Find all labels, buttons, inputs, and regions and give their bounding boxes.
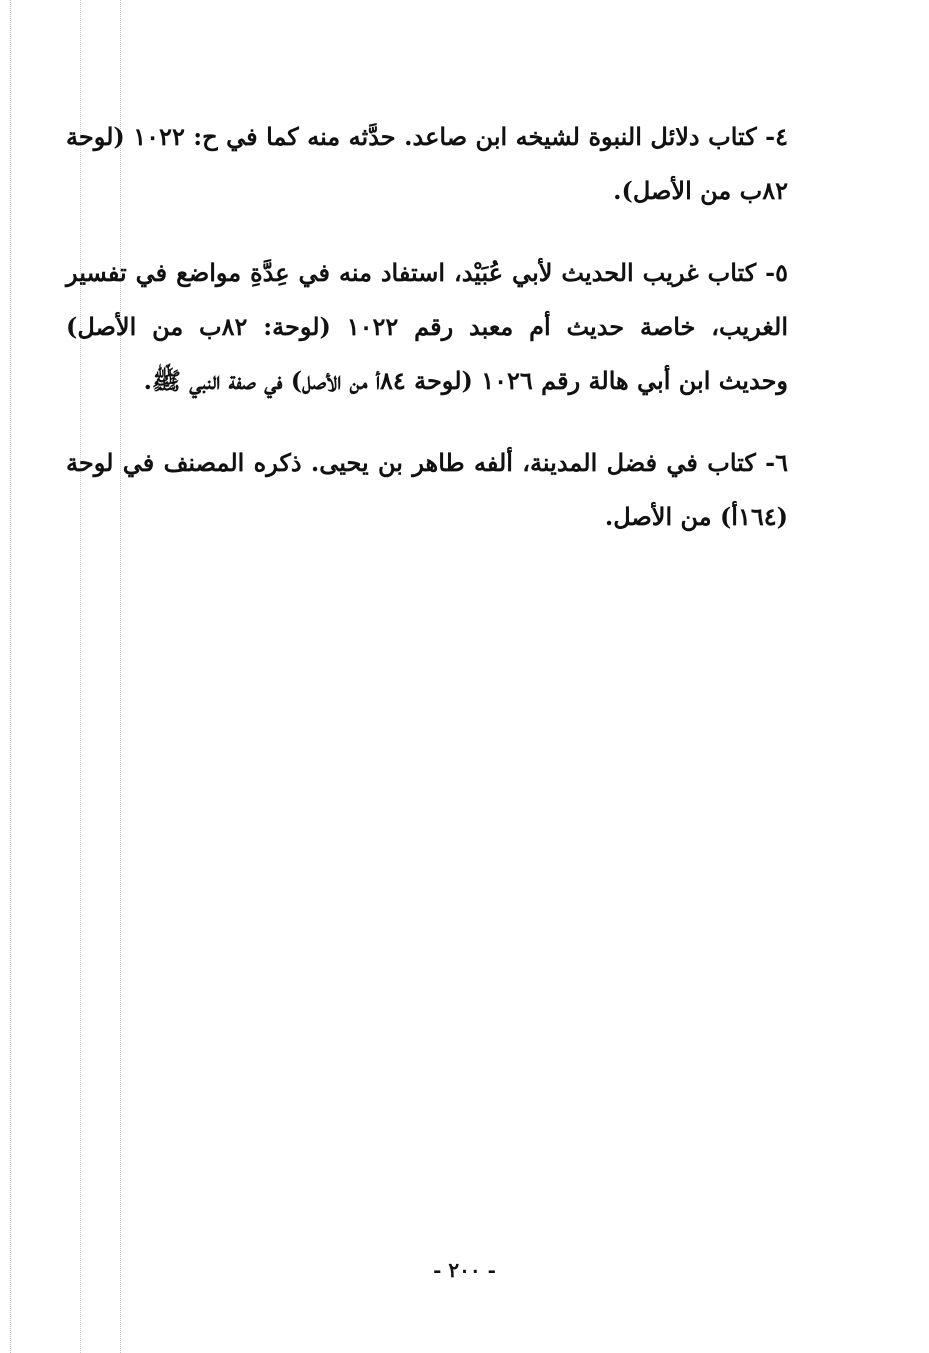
page-number: - ٢٠٠ -	[433, 1258, 496, 1282]
paragraph-item-5: ٥- كتاب غريب الحديث لأبي عُبَيْد، استفاد منه في عِدَّةِ مواضع في تفسير الغريب، خاصة حديث أم معبد رقم ١٠٢٢ (لوحة: ٨٢ب من الأصل) وحديث ابن أبي هالة رقم ١٠٢٦ (لوحة ٨٤أ من الأصل) في صفة النبي ﷺ.	[66, 258, 788, 395]
paragraph-item-4: ٤- كتاب دلائل النبوة لشيخه ابن صاعد. حدَّثه منه كما في ح: ١٠٢٢ (لوحة ٨٢ب من الأصل).	[66, 122, 789, 205]
paragraph-item-6: ٦- كتاب في فضل المدينة، ألفه طاهر بن يحيى. ذكره المصنف في لوحة (١٦٤أ) من الأصل.	[66, 448, 788, 531]
page-body	[66, 110, 788, 572]
scan-guide-line	[10, 0, 11, 1353]
